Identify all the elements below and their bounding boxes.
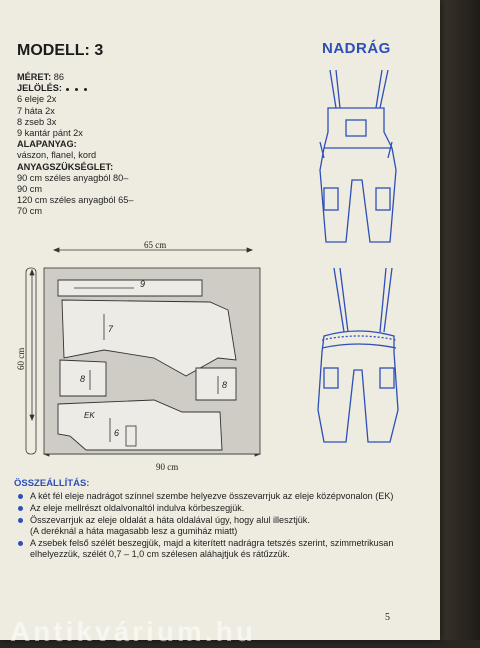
specs-block bbox=[17, 72, 207, 218]
size-label: MÉRET: bbox=[17, 72, 52, 82]
need-line: 90 cm széles anyagból 80– bbox=[17, 172, 129, 183]
bullet-icon bbox=[18, 518, 23, 523]
instruction-note: (A deréknál a háta magasabb lesz a gumiház miatt) bbox=[30, 526, 238, 537]
instruction-item: Az eleje mellrészt oldalvonaltól indulva körbeszegjük. bbox=[14, 503, 394, 514]
piece-pocket-b bbox=[196, 368, 236, 400]
overalls-back-drawing bbox=[318, 268, 398, 442]
need-line: 90 cm bbox=[17, 184, 43, 195]
marking-dots-icon bbox=[66, 83, 93, 94]
material-value: vászon, flanel, kord bbox=[17, 150, 97, 161]
page-edge bbox=[440, 0, 480, 640]
piece-label: 8 bbox=[222, 380, 228, 390]
piece-label: EK bbox=[84, 411, 95, 420]
piece-label: 6 bbox=[114, 428, 120, 438]
instruction-item: A két fél eleje nadrágot színnel szembe helyezve összevarrjuk az eleje középvonalon (EK) bbox=[14, 491, 394, 502]
marking-label: JELÖLÉS: bbox=[17, 83, 62, 94]
watermark: Antikvárium.hu bbox=[10, 616, 256, 647]
bullet-icon bbox=[18, 541, 23, 546]
assembly-instructions bbox=[14, 478, 394, 560]
material-label: ALAPANYAG: bbox=[17, 139, 77, 150]
fabric-fold bbox=[26, 268, 36, 454]
bullet-icon bbox=[18, 494, 23, 499]
need-line: 70 cm bbox=[17, 206, 43, 217]
piece-label: 9 bbox=[140, 279, 146, 289]
bullet-icon bbox=[18, 506, 23, 511]
bottom-label: 90 cm bbox=[156, 462, 179, 472]
overalls-front-drawing bbox=[320, 70, 396, 242]
overalls-illustration bbox=[300, 70, 410, 450]
page-number: 5 bbox=[385, 612, 390, 623]
width-label: 65 cm bbox=[144, 240, 167, 250]
piece-label: 8 bbox=[80, 374, 86, 384]
size-value: 86 bbox=[53, 72, 64, 82]
need-label: ANYAGSZÜKSÉGLET: bbox=[17, 161, 114, 172]
piece-line: 9 kantár pánt 2x bbox=[17, 128, 83, 139]
piece-line: 8 zseb 3x bbox=[17, 116, 57, 127]
garment-title: NADRÁG bbox=[322, 40, 391, 57]
pattern-layout-diagram bbox=[14, 240, 274, 472]
need-line: 120 cm széles anyagból 65– bbox=[17, 195, 134, 206]
assembly-heading: ÖSSZEÁLLÍTÁS: bbox=[14, 478, 90, 489]
height-label: 60 cm bbox=[16, 347, 26, 370]
instruction-item: Összevarrjuk az eleje oldalát a háta oldalával úgy, hogy alul illesztjük. bbox=[14, 515, 394, 526]
piece-line: 6 eleje 2x bbox=[17, 94, 57, 105]
model-title: MODELL: 3 bbox=[17, 42, 104, 59]
instruction-item: A zsebek felső szélét beszegjük, majd a kiterített nadrágra tetszés szerint, szimmetrikusan elhelyezzük, szélét 0,7 – 1,0 cm szélesen aláhajtjuk és rátűzzük. bbox=[14, 538, 394, 560]
piece-label: 7 bbox=[108, 324, 114, 334]
piece-line: 7 háta 2x bbox=[17, 105, 55, 116]
